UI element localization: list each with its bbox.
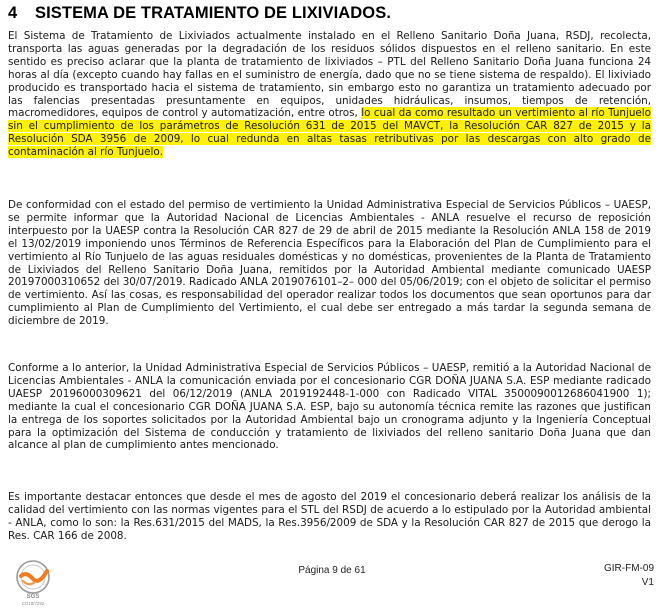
document-code: GIR-FM-09 (604, 563, 654, 574)
logo-cert-number: CO18/7292 (21, 601, 45, 606)
paragraph-1 (8, 30, 651, 159)
paragraph-4: Es importante destacar entonces que desde el mes de agosto del 2019 el concesionario deberá realizar los análisis de la calidad del vertimiento con las normas vigentes para el STL del RSDJ de acuerdo a lo estipulado por la Autoridad ambiental - ANLA, como lo son: la Res.631/2015 del MADS, la Res.3956/2009 de SDA y la Resolución CAR 827 de 2015 que derogo la Res. CAR 166 de 2008. (8, 491, 651, 542)
highlighted-text: lo cual da como resultado un vertimiento al río Tunjuelo sin el cumplimiento de los parámetros de Resolución 631 de 2015 del MAVCT, la Resolución CAR 827 de 2015 y la Resolución SDA 3956 de 2009, lo cual redunda en altas tasas retributivas por las descargas con alto grado de contaminación al río Tunjuelo. (8, 107, 652, 159)
logo-text: SGS (26, 594, 40, 600)
paragraph-2: De conformidad con el estado del permiso de vertimiento la Unidad Administrativa Especial de Servicios Públicos – UAESP, se permite informar que la Autoridad Nacional de Licencias Ambientales - ANLA resuelve el recurso de reposición interpuesto por la UAESP contra la Resolución CAR 827 de 29 de abril de 2015 mediante la Resolución ANLA 158 de 2019 el 13/02/2019 imponiendo unos Términos de Referencia Específicos para la Elaboración del Plan de Cumplimiento para el vertimiento al Río Tunjuelo de las aguas residuales domésticas y no domésticas, provenientes de la Planta de Tratamiento de Lixiviados del Relleno Sanitario Doña Juana, remitidos por la Autoridad Ambiental mediante comunicado UAESP 20197000310652 del 30/07/2019. Radicado ANLA 2019076101–2– 000 del 05/06/2019; con el objeto de solicitar el permiso de vertimiento. Así las cosas, es responsabilidad del operador realizar todos los documentos que sean oportunos para dar cumplimiento al Plan de Cumplimiento del Vertimiento, el cual debe ser entregado a más tardar la segunda semana de diciembre de 2019. (8, 199, 651, 328)
section-title: SISTEMA DE TRATAMIENTO DE LIXIVIADOS. (35, 4, 392, 22)
page-number: Página 9 de 61 (298, 565, 366, 576)
section-heading (8, 4, 391, 23)
paragraph-3: Conforme a lo anterior, la Unidad Administrativa Especial de Servicios Públicos – UAESP, remitió a la Autoridad Nacional de Licencias Ambientales - ANLA la comunicación enviada por el concesionario CGR DOÑA JUANA S.A. ESP mediante radicado UAESP 20196000309621 del 06/12/2019 (ANLA 2019192448-1-000 con Radicado VITAL 3500090012686041900 1); mediante la cual el concesionario CGR DOÑA JUANA S.A. ESP, bajo su autonomía técnica remite las razones que justifican la entrega de los soportes solicitados por la Autoridad Ambiental bajo un cronograma adjunto y la Ingeniería Conceptual para la optimización del Sistema de conducción y tratamiento de lixiviados del relleno sanitario Doña Juana que dan alcance al plan de cumplimiento antes mencionado. (8, 362, 651, 452)
paragraph-1-text: El Sistema de Tratamiento de Lixiviados actualmente instalado en el Relleno Sanitario Doña Juana, RSDJ, recolecta, transporta las aguas generadas por la degradación de los residuos sólidos dispuestos en el relleno sanitario. En este sentido es preciso aclarar que la planta de tratamiento de lixiviados – PTL del Relleno Sanitario Doña Juana funciona 24 horas al día (excepto cuando hay fallas en el suministro de energía, dado que no se tiene sistema de respaldo). El lixiviado producido es transportado hacia el sistema de tratamiento, sin embargo esto no garantiza un tratamiento adecuado por las falencias presentadas presuntamente en equipos, unidades hidráulicas, insumos, tiempos de retención, macromedidores, equipos de control y automatización, entre otros, (8, 30, 651, 120)
document-version: V1 (641, 577, 654, 588)
section-number: 4 (8, 4, 18, 22)
document-code-block (604, 562, 654, 590)
